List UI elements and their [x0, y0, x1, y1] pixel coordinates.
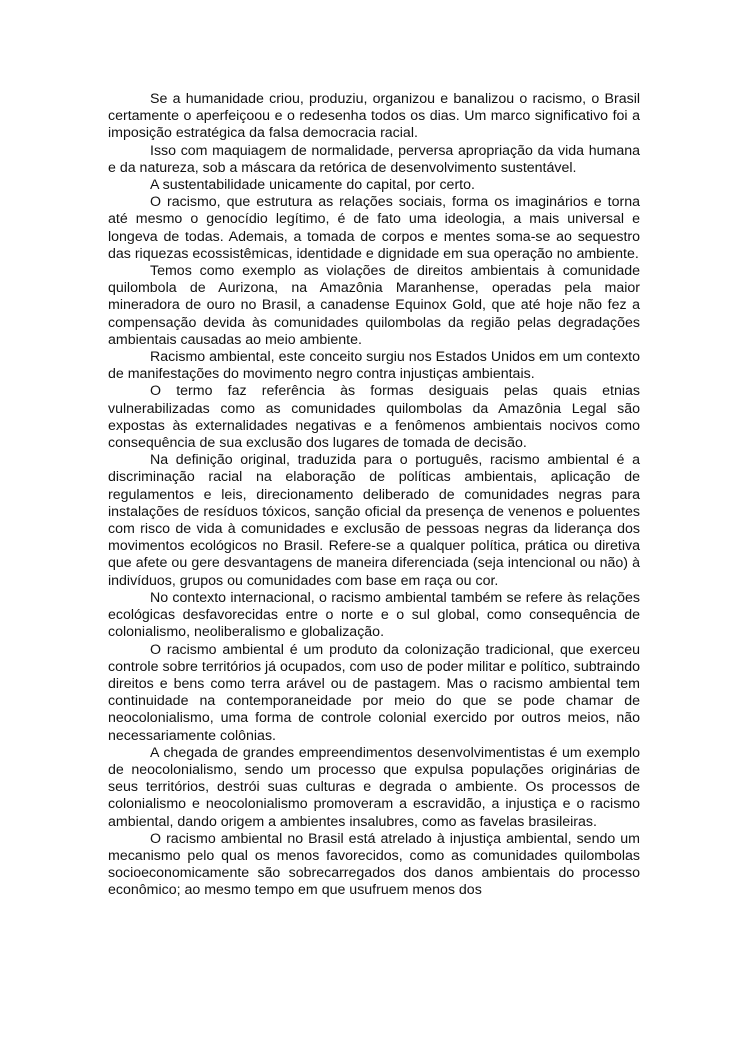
paragraph-8: Na definição original, traduzida para o português, racismo ambiental é a discriminação racial na elaboração de políticas ambientais, aplicação de regulamentos e leis, direcionamento deliberado de comunidades negras para instalações de resíduos tóxicos, sanção oficial da presença de venenos e poluentes com risco de vida à comunidades e exclusão de pessoas negras da liderança dos movimentos ecológicos no Brasil. Refere-se a qualquer política, prática ou diretiva que afete ou gere desvantagens de maneira diferenciada (seja intencional ou não) à indivíduos, grupos ou comunidades com base em raça ou cor. — [108, 452, 640, 589]
paragraph-6: Racismo ambiental, este conceito surgiu nos Estados Unidos em um contexto de manifestações do movimento negro contra injustiças ambientais. — [108, 349, 640, 383]
paragraph-7: O termo faz referência às formas desiguais pelas quais etnias vulnerabilizadas como as comunidades quilombolas da Amazônia Legal são expostas às externalidades negativas e a fenômenos ambientais nocivos como consequência de sua exclusão dos lugares de tomada de decisão. — [108, 383, 640, 452]
paragraph-11: A chegada de grandes empreendimentos desenvolvimentistas é um exemplo de neocolonialismo, sendo um processo que expulsa populações originárias de seus territórios, destrói suas culturas e degrada o ambiente. Os processos de colonialismo e neocolonialismo promoveram a escravidão, a injustiça e o racismo ambiental, dando origem a ambientes insalubres, como as favelas brasileiras. — [108, 744, 640, 830]
paragraph-2: Isso com maquiagem de normalidade, perversa apropriação da vida humana e da natureza, sob a máscara da retórica de desenvolvimento sustentável. — [108, 142, 640, 176]
paragraph-1: Se a humanidade criou, produziu, organizou e banalizou o racismo, o Brasil certamente o aperfeiçoou e o redesenha todos os dias. Um marco significativo foi a imposição estratégica da falsa democracia racial. — [108, 91, 640, 142]
paragraph-4: O racismo, que estrutura as relações sociais, forma os imaginários e torna até mesmo o genocídio legítimo, é de fato uma ideologia, a mais universal e longeva de todas. Ademais, a tomada de corpos e mentes soma-se ao sequestro das riquezas ecossistêmicas, identidade e dignidade em sua operação no ambiente. — [108, 194, 640, 262]
paragraph-3: A sustentabilidade unicamente do capital, por certo. — [150, 177, 475, 194]
paragraph-10: O racismo ambiental é um produto da colonização tradicional, que exerceu controle sobre territórios já ocupados, com uso de poder militar e político, subtraindo direitos e bens como terra arável ou de pastagem. Mas o racismo ambiental tem continuidade na contemporaneidade por meio do que se pode chamar de neocolonialismo, uma forma de controle colonial exercido por outros meios, não necessariamente colônias. — [108, 641, 640, 744]
document-body — [108, 91, 640, 900]
paragraph-12: O racismo ambiental no Brasil está atrelado à injustiça ambiental, sendo um mecanismo pelo qual os menos favorecidos, como as comunidades quilombolas socioeconomicamente são sobrecarregados dos danos ambientais do processo econômico; ao mesmo tempo em que usufruem menos dos — [108, 830, 640, 899]
paragraph-9: No contexto internacional, o racismo ambiental também se refere às relações ecológicas desfavorecidas entre o norte e o sul global, como consequência de colonialismo, neoliberalismo e globalização. — [108, 589, 640, 641]
paragraph-5: Temos como exemplo as violações de direitos ambientais à comunidade quilombola de Aurizona, na Amazônia Maranhense, operadas pela maior mineradora de ouro no Brasil, a canadense Equinox Gold, que até hoje não fez a compensação devida às comunidades quilombolas da região pelas degradações ambientais causadas ao meio ambiente. — [108, 263, 640, 348]
